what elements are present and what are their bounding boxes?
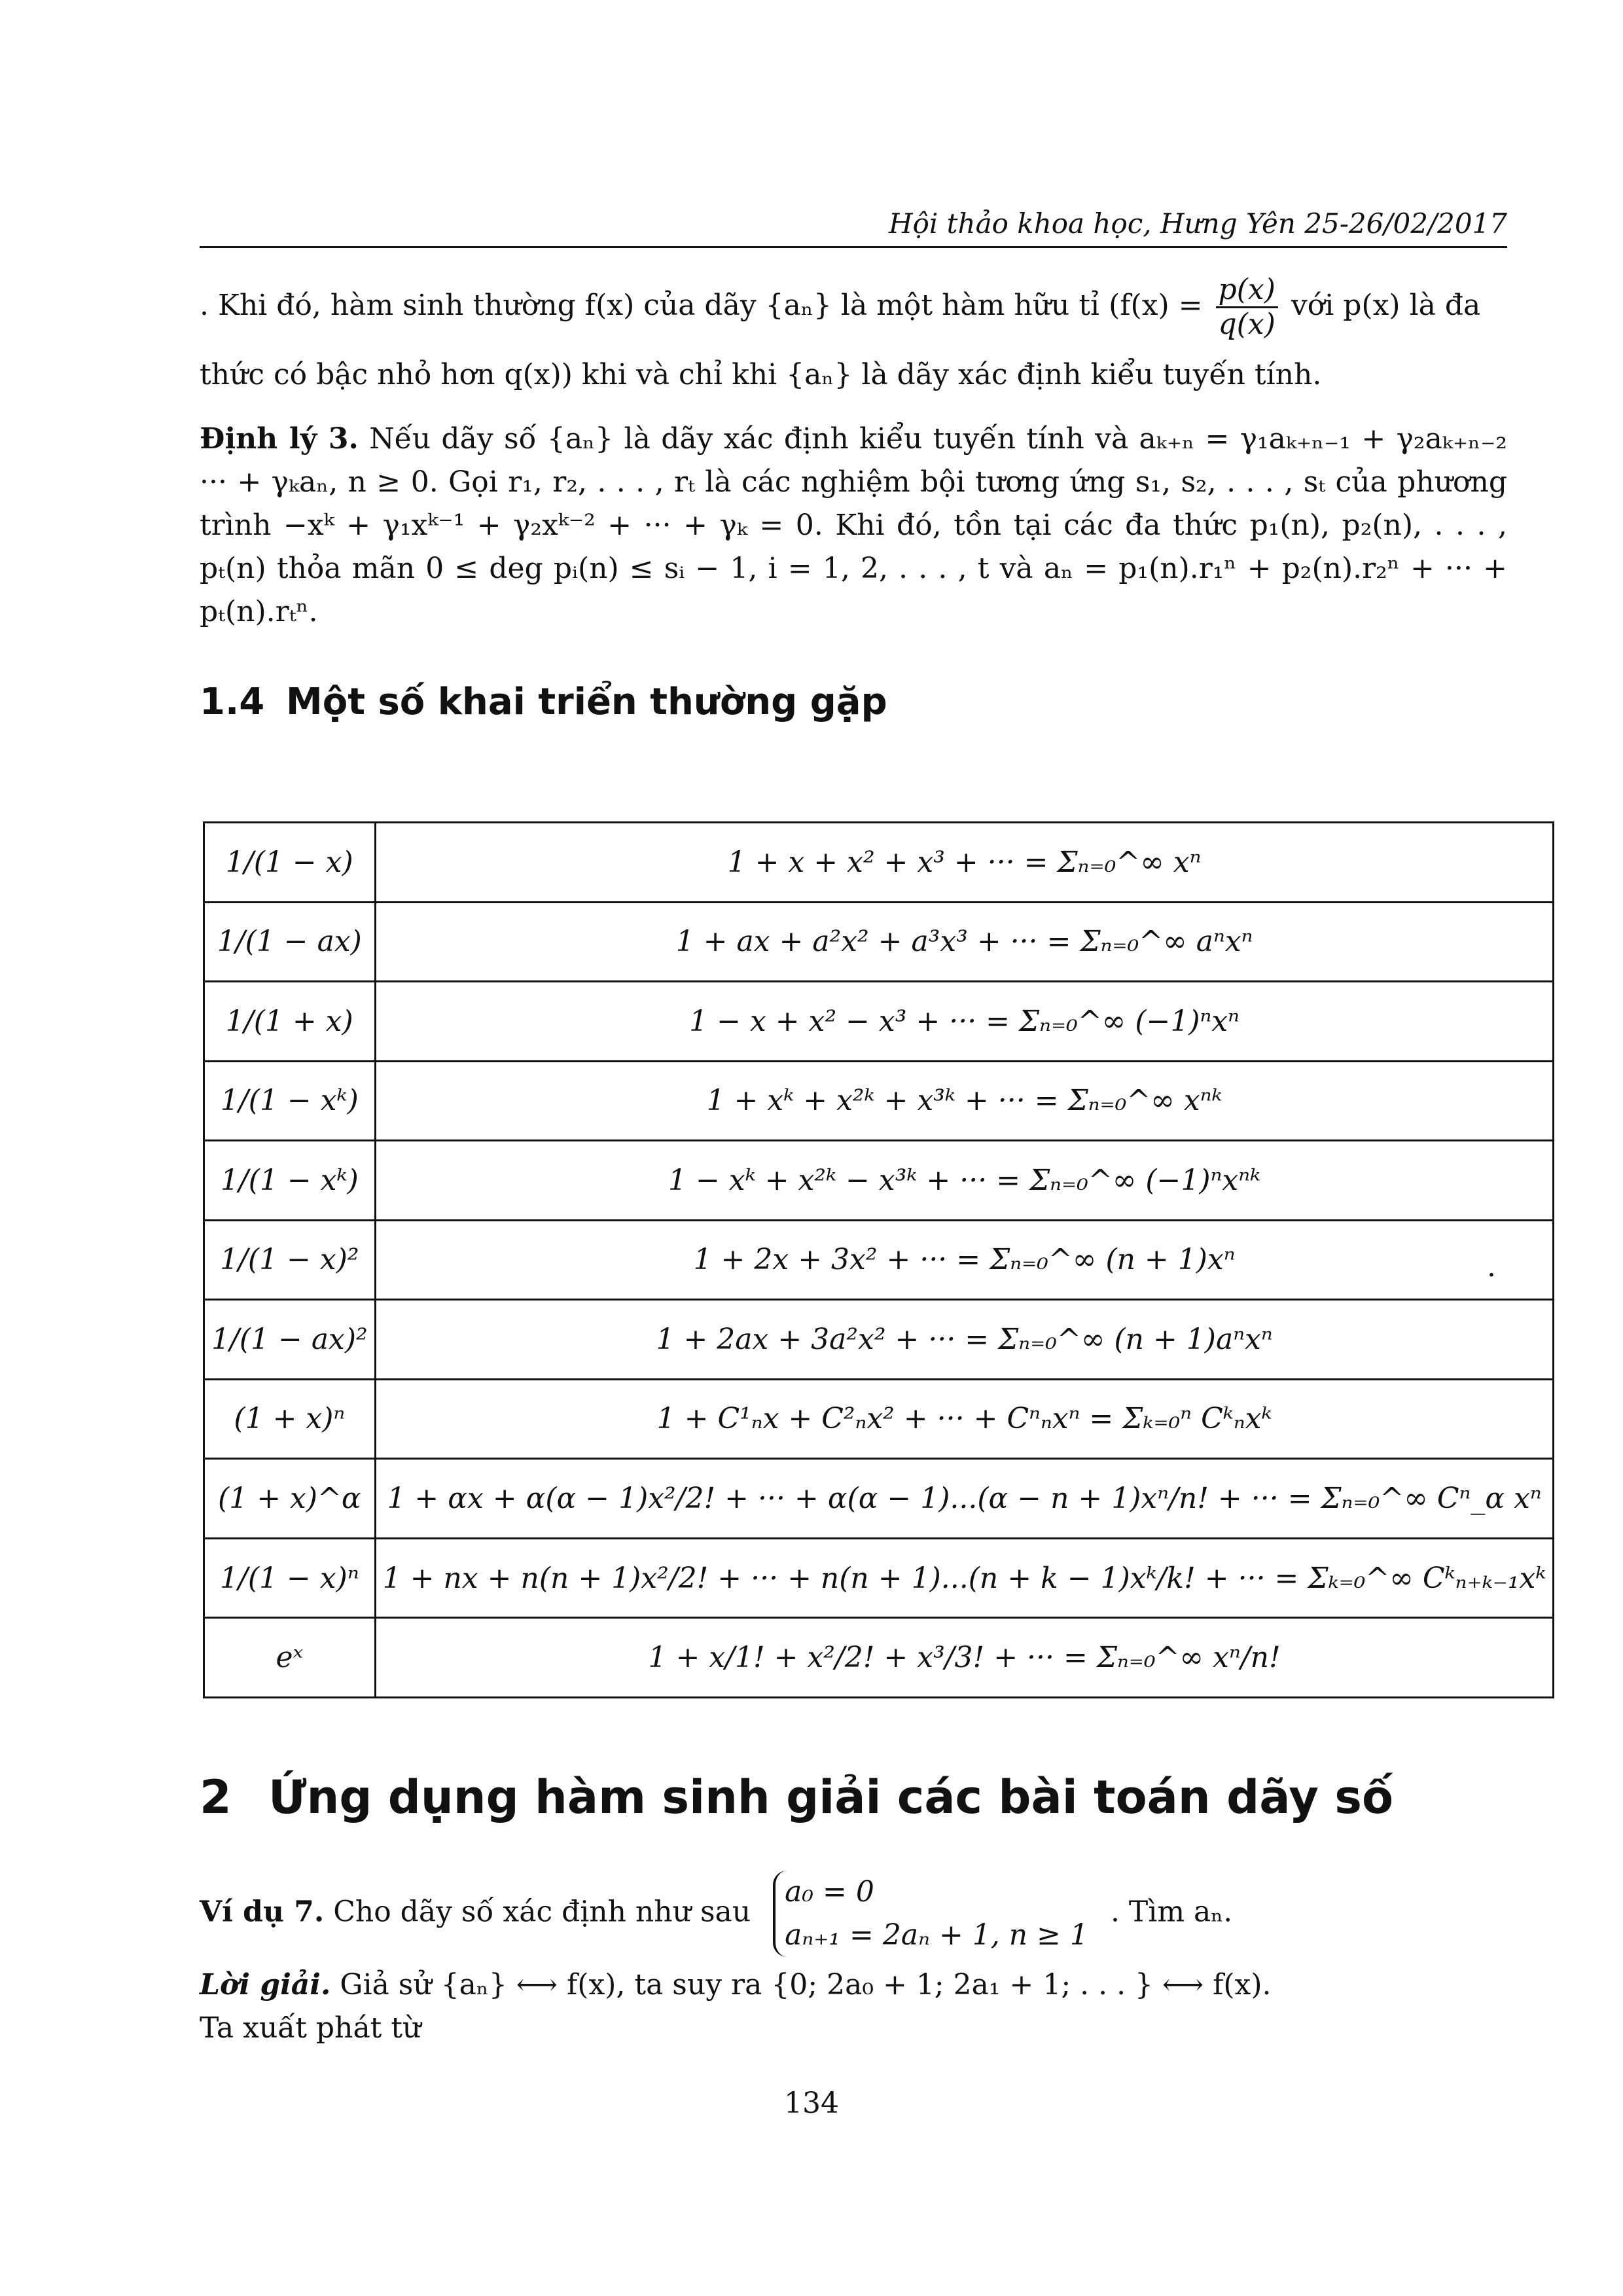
series-row	[204, 1618, 1554, 1698]
series-row	[204, 1379, 1554, 1459]
solution-text: Giả sử {aₙ} ⟷ f(x), ta suy ra {0; 2a₀ + 1; 2a₁ + 1; . . . } ⟷ f(x).	[340, 1968, 1272, 2001]
table-trailing-dot: .	[1487, 1250, 1496, 1283]
series-row	[204, 1061, 1554, 1141]
series-function: (1 + x)^α	[204, 1459, 376, 1539]
series-row	[204, 1459, 1554, 1539]
page-number: 134	[784, 2087, 839, 2120]
recurrence-system	[773, 1871, 1088, 1957]
series-function: 1/(1 + x)	[204, 982, 376, 1062]
series-expansion: 1 + ax + a²x² + a³x³ + ··· = Σₙ₌₀^∞ aⁿxⁿ	[375, 902, 1554, 982]
example-text: Cho dãy số xác định như sau	[333, 1895, 751, 1929]
example-7	[200, 1871, 1507, 1957]
system-line-2: aₙ₊₁ = 2aₙ + 1, n ≥ 1	[785, 1918, 1088, 1952]
series-row	[204, 1300, 1554, 1380]
series-function: 1/(1 − x)²	[204, 1220, 376, 1300]
series-expansion: 1 + nx + n(n + 1)x²/2! + ··· + n(n + 1)...(n + k − 1)xᵏ/k! + ··· = Σₖ₌₀^∞ Cᵏₙ₊ₖ₋₁xᵏ	[375, 1538, 1554, 1618]
intro-line-2: thức có bậc nhỏ hơn q(x)) khi và chỉ khi {aₙ} là dãy xác định kiểu tuyến tính.	[200, 358, 1322, 391]
section-title: Một số khai triển thường gặp	[286, 681, 887, 723]
example-after: . Tìm aₙ.	[1110, 1895, 1233, 1929]
header-rule	[200, 246, 1507, 248]
series-expansion: 1 − xᵏ + x²ᵏ − x³ᵏ + ··· = Σₙ₌₀^∞ (−1)ⁿxⁿᵏ	[375, 1141, 1554, 1221]
intro-text-post: với p(x) là đa	[1291, 289, 1481, 322]
system-line-1: a₀ = 0	[785, 1875, 874, 1909]
series-expansion: 1 + C¹ₙx + C²ₙx² + ··· + Cⁿₙxⁿ = Σₖ₌₀ⁿ Cᵏₙxᵏ	[375, 1379, 1554, 1459]
series-expansion: 1 + αx + α(α − 1)x²/2! + ··· + α(α − 1)...(α − n + 1)xⁿ/n! + ··· = Σₙ₌₀^∞ Cⁿ_α xⁿ	[375, 1459, 1554, 1539]
section-heading-1-4	[200, 681, 887, 723]
section-heading-2	[200, 1770, 1393, 1824]
section-number: 2	[200, 1770, 232, 1824]
series-function: 1/(1 − ax)²	[204, 1300, 376, 1380]
intro-line-1	[200, 274, 1507, 341]
series-function: 1/(1 − x)ⁿ	[204, 1538, 376, 1618]
series-expansion: 1 + x/1! + x²/2! + x³/3! + ··· = Σₙ₌₀^∞ xⁿ/n!	[375, 1618, 1554, 1698]
theorem-label: Định lý 3.	[200, 422, 359, 456]
series-row	[204, 1141, 1554, 1221]
series-function: 1/(1 − ax)	[204, 902, 376, 982]
theorem-text: Nếu dãy số {aₙ} là dãy xác định kiểu tuyến tính và aₖ₊ₙ = γ₁aₖ₊ₙ₋₁ + γ₂aₖ₊ₙ₋₂ ··· + γₖaₙ, n ≥ 0. Gọi r₁, r₂, . . . , rₜ là các nghiệm bội tương ứng s₁, s₂, . . . , sₜ của phương trình −xᵏ + γ₁xᵏ⁻¹ + γ₂xᵏ⁻² + ··· + γₖ = 0. Khi đó, tồn tại các đa thức p₁(n), p₂(n), . . . , pₜ(n) thỏa mãn 0 ≤ deg pᵢ(n) ≤ sᵢ − 1, i = 1, 2, . . . , t và aₙ = p₁(n).r₁ⁿ + p₂(n).r₂ⁿ + ··· + pₜ(n).rₜⁿ.	[200, 422, 1507, 628]
solution	[200, 1964, 1507, 2007]
series-function: 1/(1 − xᵏ)	[204, 1141, 376, 1221]
series-function: 1/(1 − xᵏ)	[204, 1061, 376, 1141]
series-function: eˣ	[204, 1618, 376, 1698]
solution-line-2: Ta xuất phát từ	[200, 2011, 421, 2045]
section-title: Ứng dụng hàm sinh giải các bài toán dãy số	[268, 1770, 1394, 1824]
solution-label: Lời giải.	[200, 1968, 331, 2001]
series-expansion: 1 − x + x² − x³ + ··· = Σₙ₌₀^∞ (−1)ⁿxⁿ	[375, 982, 1554, 1062]
series-expansion: 1 + 2ax + 3a²x² + ··· = Σₙ₌₀^∞ (n + 1)aⁿxⁿ	[375, 1300, 1554, 1380]
running-header: Hội thảo khoa học, Hưng Yên 25-26/02/2017	[888, 207, 1507, 240]
theorem-3	[200, 418, 1507, 634]
series-row	[204, 823, 1554, 903]
series-function: (1 + x)ⁿ	[204, 1379, 376, 1459]
series-expansion: 1 + xᵏ + x²ᵏ + x³ᵏ + ··· = Σₙ₌₀^∞ xⁿᵏ	[375, 1061, 1554, 1141]
series-row	[204, 982, 1554, 1062]
intro-text-pre: . Khi đó, hàm sinh thường f(x) của dãy {aₙ} là một hàm hữu tỉ (f(x) =	[200, 289, 1203, 322]
series-expansion-table	[203, 821, 1554, 1698]
fraction-denominator: q(x)	[1218, 308, 1275, 341]
series-row	[204, 1538, 1554, 1618]
fraction-numerator: p(x)	[1216, 274, 1278, 308]
series-expansion: 1 + 2x + 3x² + ··· = Σₙ₌₀^∞ (n + 1)xⁿ	[375, 1220, 1554, 1300]
series-function: 1/(1 − x)	[204, 823, 376, 903]
series-expansion: 1 + x + x² + x³ + ··· = Σₙ₌₀^∞ xⁿ	[375, 823, 1554, 903]
example-label: Ví dụ 7.	[200, 1895, 325, 1929]
series-row	[204, 902, 1554, 982]
fraction-pq	[1216, 274, 1278, 341]
section-number: 1.4	[200, 681, 265, 723]
series-row	[204, 1220, 1554, 1300]
